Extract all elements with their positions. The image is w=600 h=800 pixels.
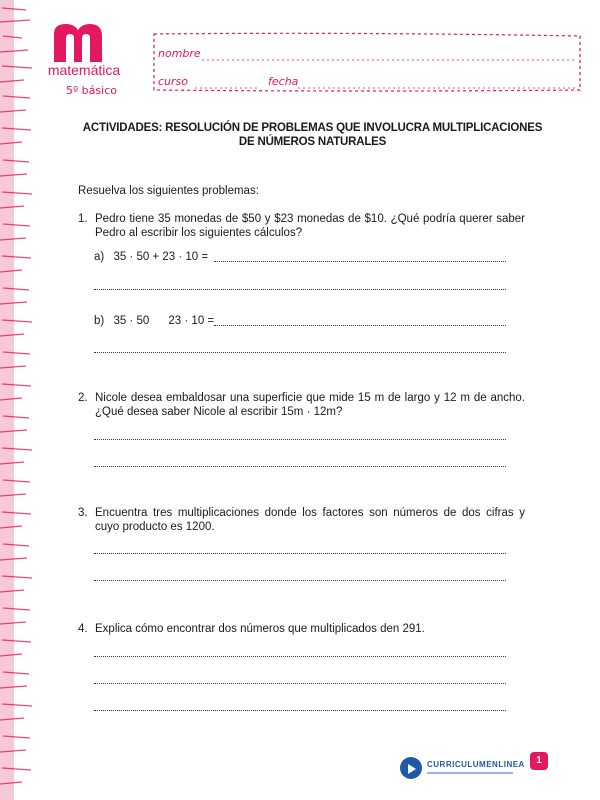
part-label: a)	[94, 251, 105, 263]
answer-line[interactable]	[94, 655, 506, 657]
answer-line[interactable]	[94, 438, 506, 440]
question-4	[78, 622, 528, 638]
page-number: 1	[530, 752, 548, 770]
question-1	[78, 212, 528, 242]
answer-line[interactable]	[94, 682, 506, 684]
part-expression: 35 · 50 23 · 10 =	[113, 315, 215, 327]
logo-word: matemática	[47, 62, 121, 78]
brand-underline	[427, 772, 513, 774]
question-2	[78, 391, 528, 421]
answer-line[interactable]	[94, 579, 506, 581]
decorative-edge	[0, 0, 36, 800]
course-field-label: curso	[158, 75, 189, 88]
question-text: Pedro tiene 35 monedas de $50 y $23 monedas de $10. ¿Qué podría querer saber Pedro al escribir los siguientes cálculos?	[95, 213, 525, 239]
question-3	[78, 506, 528, 536]
question-text: Nicole desea embaldosar una superficie que mide 15 m de largo y 12 m de ancho. ¿Qué desea saber Nicole al escribir 15m · 12m?	[95, 392, 525, 418]
curriculum-logo	[400, 756, 525, 782]
grade-label: 5º básico	[66, 84, 117, 97]
header-box-frame	[150, 30, 584, 94]
question-number: 1.	[78, 213, 88, 225]
student-info-box	[150, 30, 584, 94]
title-line-1: ACTIVIDADES: RESOLUCIÓN DE PROBLEMAS QUE INVOLUCRA MULTIPLICACIONES	[82, 122, 543, 134]
question-number: 3.	[78, 507, 88, 519]
part-label: b)	[94, 315, 105, 327]
play-icon	[400, 757, 422, 779]
question-text: Explica cómo encontrar dos números que multiplicados den 291.	[95, 623, 425, 635]
logo-m-icon	[50, 20, 118, 64]
date-field-label: fecha	[268, 75, 299, 88]
matematica-logo	[46, 22, 122, 80]
part-expression: 35 · 50 + 23 · 10 =	[113, 251, 209, 263]
question-number: 4.	[78, 623, 88, 635]
name-field-label: nombre	[158, 47, 201, 60]
question-1a	[94, 251, 208, 263]
answer-line[interactable]	[94, 351, 506, 353]
brand-name: CURRICULUMENLINEA	[427, 760, 525, 769]
instructions: Resuelva los siguientes problemas:	[78, 185, 259, 197]
answer-line[interactable]	[94, 552, 506, 554]
answer-line[interactable]	[94, 465, 506, 467]
answer-line[interactable]	[214, 260, 506, 262]
title-line-2: DE NÚMEROS NATURALES	[238, 136, 387, 148]
page-title	[60, 121, 565, 149]
answer-line[interactable]	[214, 324, 506, 326]
answer-line[interactable]	[94, 288, 506, 290]
question-number: 2.	[78, 392, 88, 404]
question-1b	[94, 315, 214, 327]
question-text: Encuentra tres multiplicaciones donde los factores son números de dos cifras y cuyo producto es 1200.	[95, 507, 525, 533]
answer-line[interactable]	[94, 709, 506, 711]
